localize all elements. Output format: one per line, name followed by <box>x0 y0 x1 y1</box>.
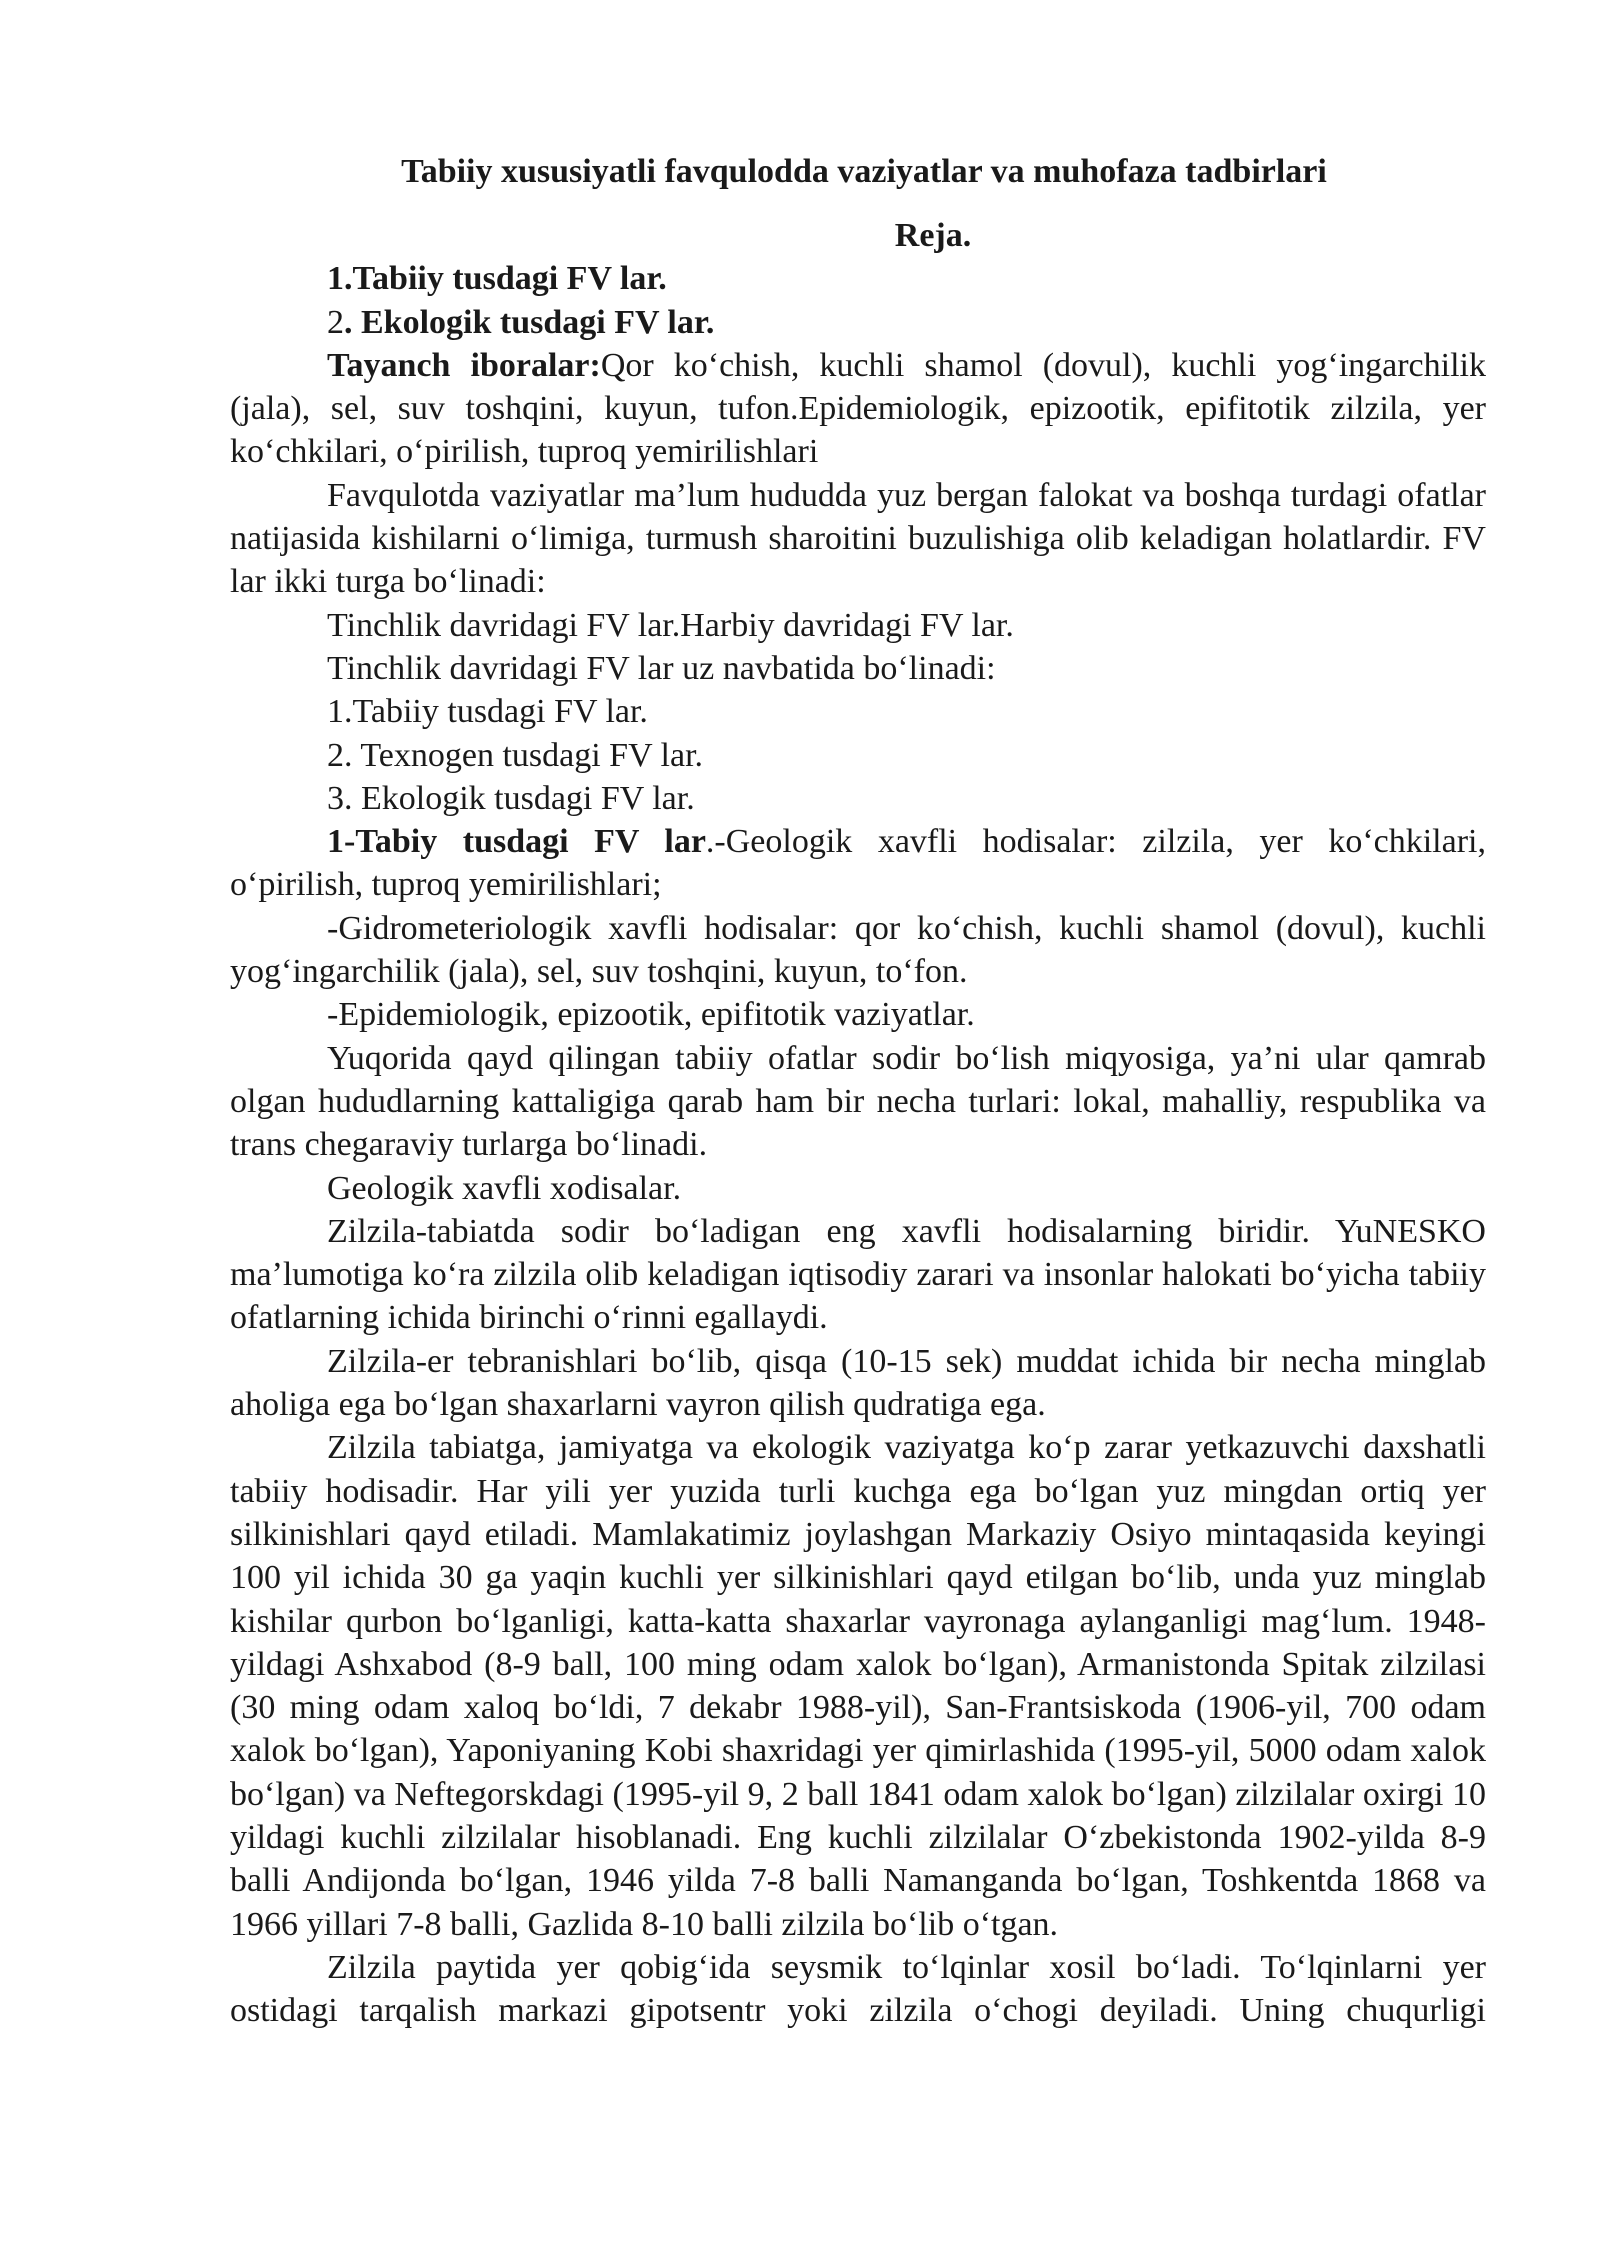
paragraph-hydrometeorological: -Gidrometeriologik xavfli hodisalar: qor ko‘chish, kuchli shamol (dovul), kuchli yog‘ingarchilik (jala), sel, suv toshqini, kuyun, to‘fon. <box>230 909 1486 991</box>
paragraph-earthquake-definition: Zilzila-er tebranishlari bo‘lib, qisqa (10-15 sek) muddat ichida bir necha minglab aholiga ega bo‘lgan shaxarlarni vayron qilish qudratiga ega. <box>230 1342 1486 1424</box>
paragraph-geological <box>230 820 1486 907</box>
paragraph-scale: Yuqorida qayd qilingan tabiiy ofatlar sodir bo‘lish miqyosiga, ya’ni ular qamrab olgan hududlarning kattaligiga qarab ham bir necha turlari: lokal, mahalliy, respublika va trans chegaraviy turlarga bo‘linadi. <box>230 1039 1486 1164</box>
paragraph-peacetime: Tinchlik davridagi FV lar uz navbatida bo‘linadi: <box>327 649 996 687</box>
section-heading-natural: 1-Tabiy tusdagi FV lar <box>327 823 706 861</box>
list-item-ecological: 3. Ekologik tusdagi FV lar. <box>327 779 695 817</box>
list-item-natural: 1.Tabiiy tusdagi FV lar. <box>327 693 648 731</box>
plan-item-2-text: . Ekologik tusdagi FV lar. <box>344 303 715 341</box>
paragraph-geological-heading: Geologik xavfli xodisalar. <box>327 1169 682 1207</box>
keywords-paragraph <box>230 344 1486 474</box>
paragraph-types: Tinchlik davridagi FV lar.Harbiy davridagi FV lar. <box>327 606 1014 644</box>
paragraph-earthquake-history: Zilzila tabiatga, jamiyatga va ekologik vaziyatga ko‘p zarar yetkazuvchi daxshatli tabiiy hodisadir. Har yili yer yuzida turli kuchga ega bo‘lgan yuz mingdan ortiq yer silkinishlari qayd etiladi. Mamlakatimiz joylashgan Markaziy Osiyo mintaqasida keyingi 100 yil ichida 30 ga yaqin kuchli yer silkinishlari qayd etilgan bo‘lib, unda yuz minglab kishilar qurbon bo‘lganligi, katta-katta shaxarlar vayronaga aylanganligi mag‘lum. 1948-yildagi Ashxabod (8-9 ball, 100 ming odam xalok bo‘lgan), Armanistonda Spitak zilzilasi (30 ming odam xaloq bo‘ldi, 7 dekabr 1988-yil), San-Frantsiskoda (1906-yil, 700 odam xalok bo‘lgan), Yaponiyaning Kobi shaxridagi yer qimirlashida (1995-yil, 5000 odam xalok bo‘lgan) va Neftegorskdagi (1995-yil 9, 2 ball 1841 odam xalok bo‘lgan) zilzilalar oxirgi 10 yildagi kuchli zilzilalar hisoblanadi. Eng kuchli zilzilalar O‘zbekistonda 1902-yilda 8-9 balli Andijonda bo‘lgan, 1946 yilda 7-8 balli Namanganda bo‘lgan, Toshkentda 1868 va 1966 yillari 7-8 balli, Gazlida 8-10 balli zilzila bo‘lib o‘tgan. <box>230 1429 1486 1943</box>
keywords-text: Qor ko‘chish, kuchli shamol (dovul), kuchli yog‘ingarchilik (jala), sel, suv toshqini, kuyun, tufon.Epidemiologik, epizootik, epifitotik zilzila, yer ko‘chkilari, o‘pirilish, tuproq yemirilishlari <box>230 346 1486 471</box>
paragraph-epidemiological: -Epidemiologik, epizootik, epifitotik vaziyatlar. <box>327 996 975 1034</box>
plan-item-2-number: 2 <box>327 303 344 341</box>
paragraph-definition: Favqulotda vaziyatlar ma’lum hududda yuz bergan falokat va boshqa turdagi ofatlar natijasida kishilarni o‘limiga, turmush sharoitini buzulishiga olib keladigan holatlardir. FV lar ikki turga bo‘linadi: <box>230 476 1486 601</box>
geological-text: .-Geologik xavfli hodisalar: zilzila, yer ko‘chkilari, o‘pirilish, tuproq yemirilishlari; <box>230 823 1486 904</box>
plan-item-2 <box>230 301 1486 344</box>
list-item-technogenic: 2. Texnogen tusdagi FV lar. <box>327 736 704 774</box>
document-page <box>230 150 1486 2032</box>
paragraph-earthquake-unesco: Zilzila-tabiatda sodir bo‘ladigan eng xavfli hodisalarning biridir. YuNESKO ma’lumotiga ko‘ra zilzila olib keladigan iqtisodiy zarari va insonlar halokati bo‘yicha tabiiy ofatlarning ichida birinchi o‘rinni egallaydi. <box>230 1212 1486 1337</box>
plan-item-1: 1.Tabiiy tusdagi FV lar. <box>327 260 667 298</box>
plan-heading: Reja. <box>894 217 972 254</box>
paragraph-seismic-waves: Zilzila paytida yer qobig‘ida seysmik to‘lqinlar xosil bo‘ladi. To‘lqinlarni yer ostidagi tarqalish markazi gipotsentr yoki zilzila o‘chogi deyiladi. Uning chuqurligi <box>230 1948 1486 2030</box>
document-title: Tabiiy xususiyatli favqulodda vaziyatlar va muhofaza tadbirlari <box>401 153 1327 190</box>
keywords-label: Tayanch iboralar: <box>327 346 601 384</box>
